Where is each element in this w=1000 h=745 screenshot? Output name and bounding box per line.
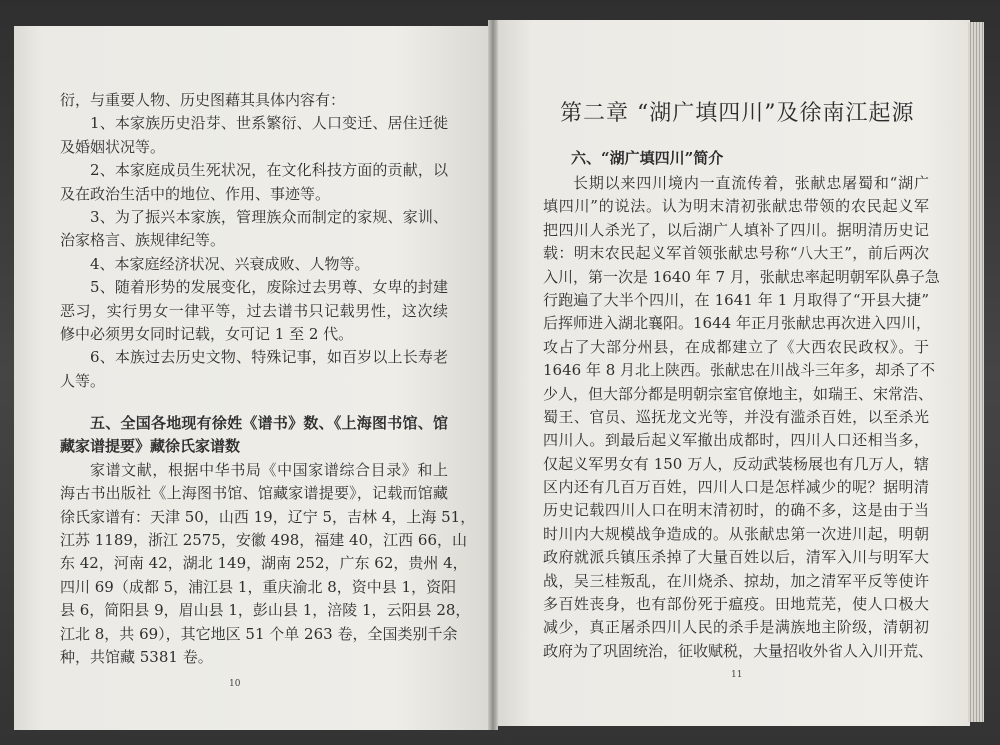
text-line: 县 6，简阳县 9，眉山县 1，彭山县 1，涪陵 1，云阳县 28， (60, 601, 471, 620)
section-heading-line: 五、全国各地现有徐姓《谱书》数、《上海图书馆、馆 (90, 414, 448, 433)
text-line: 四川人。到最后起义军撤出成都时，四川人口还相当多， (543, 431, 929, 450)
text-line: 攻占了大部分州县，在成都建立了《大西农民政权》。于 (543, 337, 929, 356)
page-number-right: 11 (731, 670, 743, 680)
text-line: 历史记载四川人口在明末清初时，的确不多，这是由于当 (543, 501, 929, 520)
text-line: 载：明末农民起义军首领张献忠号称“八大王”，前后两次 (543, 244, 929, 263)
text-line: 人等。 (60, 371, 106, 390)
chapter-title: 第二章 “湖广填四川”及徐南江起源 (560, 101, 915, 126)
text-line: 4、本家庭经济状况、兴衰成败、人物等。 (90, 254, 370, 273)
section-heading-line: 藏家谱提要》藏徐氏家谱数 (60, 437, 241, 456)
text-line: 3、为了振兴本家族，管理族众而制定的家规、家训、 (90, 207, 448, 226)
text-line: 江北 8，共 69），其它地区 51 个单 263 卷，全国类别千余 (60, 624, 458, 643)
page-edges (968, 22, 984, 722)
text-line: 家谱文献，根据中华书局《中国家谱综合目录》和上 (90, 460, 448, 479)
spacer (60, 393, 448, 412)
text-line: 1、本家族历史沿芽、世系繁衍、人口变迁、居住迁徙 (90, 114, 448, 133)
text-line: 海古书出版社《上海图书馆、馆藏家谱提要》，记载而馆藏 (60, 484, 448, 503)
text-line: 减少，真正屠杀四川人民的杀手是满族地主阶级，清朝初 (543, 618, 929, 637)
text-line: 1646 年 8 月北上陕西。张献忠在川战斗三年多，却杀了不 (543, 361, 936, 380)
text-line: 及在政治生活中的地位、作用、事迹等。 (60, 184, 331, 203)
page-number-left: 10 (229, 679, 241, 689)
text-line: 5、随着形势的发展变化，废除过去男尊、女卑的封建 (90, 278, 448, 297)
text-line: 2、本家庭成员生死状况，在文化科技方面的贡献，以 (90, 161, 448, 180)
text-line: 及婚姻状况等。 (60, 137, 166, 156)
text-line: 战，吴三桂叛乱，在川烧杀、掠劫，加之清军平反等使许 (543, 571, 929, 590)
text-line: 入川，第一次是 1640 年 7 月，张献忠率起明朝军队鼻子急 (543, 267, 940, 286)
text-line: 蜀王、官员、巡抚龙文光等，并没有滥杀百姓，以至杀光 (543, 407, 929, 426)
text-line: 政府为了巩固统治，征收赋税，大量招收外省人入川开荒、 (543, 641, 934, 660)
text-line: 行跑遍了大半个四川，在 1641 年 1 月取得了“开县大捷” (543, 290, 929, 309)
text-line: 种，共馆藏 5381 卷。 (60, 647, 213, 666)
text-line: 仅起义军男女有 150 万人，反动武装杨展也有几万人，辖 (543, 454, 929, 473)
text-line: 把四川人杀光了，以后湖广人填补了四川。据明清历史记 (543, 220, 929, 239)
text-line: 政府就派兵镇压杀掉了大量百姓以后，清军入川与明军大 (543, 548, 929, 567)
text-line: 区内还有几百万百姓，四川人口是怎样减少的呢？据明清 (543, 478, 929, 497)
text-line: 治家格言、族规律纪等。 (60, 231, 226, 250)
text-line: 填四川”的说法。认为明末清初张献忠带领的农民起义军 (543, 197, 929, 216)
text-line: 少人，但大部分都是明朝宗室官僚地主，如瑞王、宋常浩、 (543, 384, 934, 403)
text-line: 时川内大规模战争造成的。从张献忠第一次进川起，明朝 (543, 524, 929, 543)
text-line: 多百姓丧身，也有部份死于瘟疫。田地荒芜，使人口极大 (543, 595, 929, 614)
left-page-text (60, 89, 476, 669)
text-line: 后挥师进入湖北襄阳。1644 年正月张献忠再次进入四川， (543, 314, 931, 333)
text-line: 长期以来四川境内一直流传着，张献忠屠蜀和“湖广 (573, 174, 929, 192)
text-line: 东 42，河南 42，湖北 149，湖南 252，广东 62，贵州 4， (60, 554, 468, 573)
section-heading: 六、“湖广填四川”简介 (571, 149, 724, 167)
text-line: 衍，与重要人物、历史图藉其具体内容有： (60, 91, 346, 109)
text-line: 恶习，实行男女一律平等，过去谱书只记载男性，这次续 (60, 301, 448, 320)
text-line: 6、本族过去历史文物、特殊记事，如百岁以上长寿老 (90, 348, 448, 367)
text-line: 修中必须男女同时记载，女可记 1 至 2 代。 (60, 324, 354, 343)
text-line: 四川 69（成都 5，浦江县 1，重庆渝北 8，资中县 1，资阳 (60, 577, 457, 596)
text-line: 徐氏家谱有：天津 50，山西 19，辽宁 5，吉林 4，上海 51， (60, 507, 476, 526)
text-line: 江苏 1189，浙江 2575，安徽 498，福建 40，江西 66，山 (60, 531, 467, 550)
right-page-text (543, 172, 940, 663)
book-gutter (488, 20, 498, 730)
